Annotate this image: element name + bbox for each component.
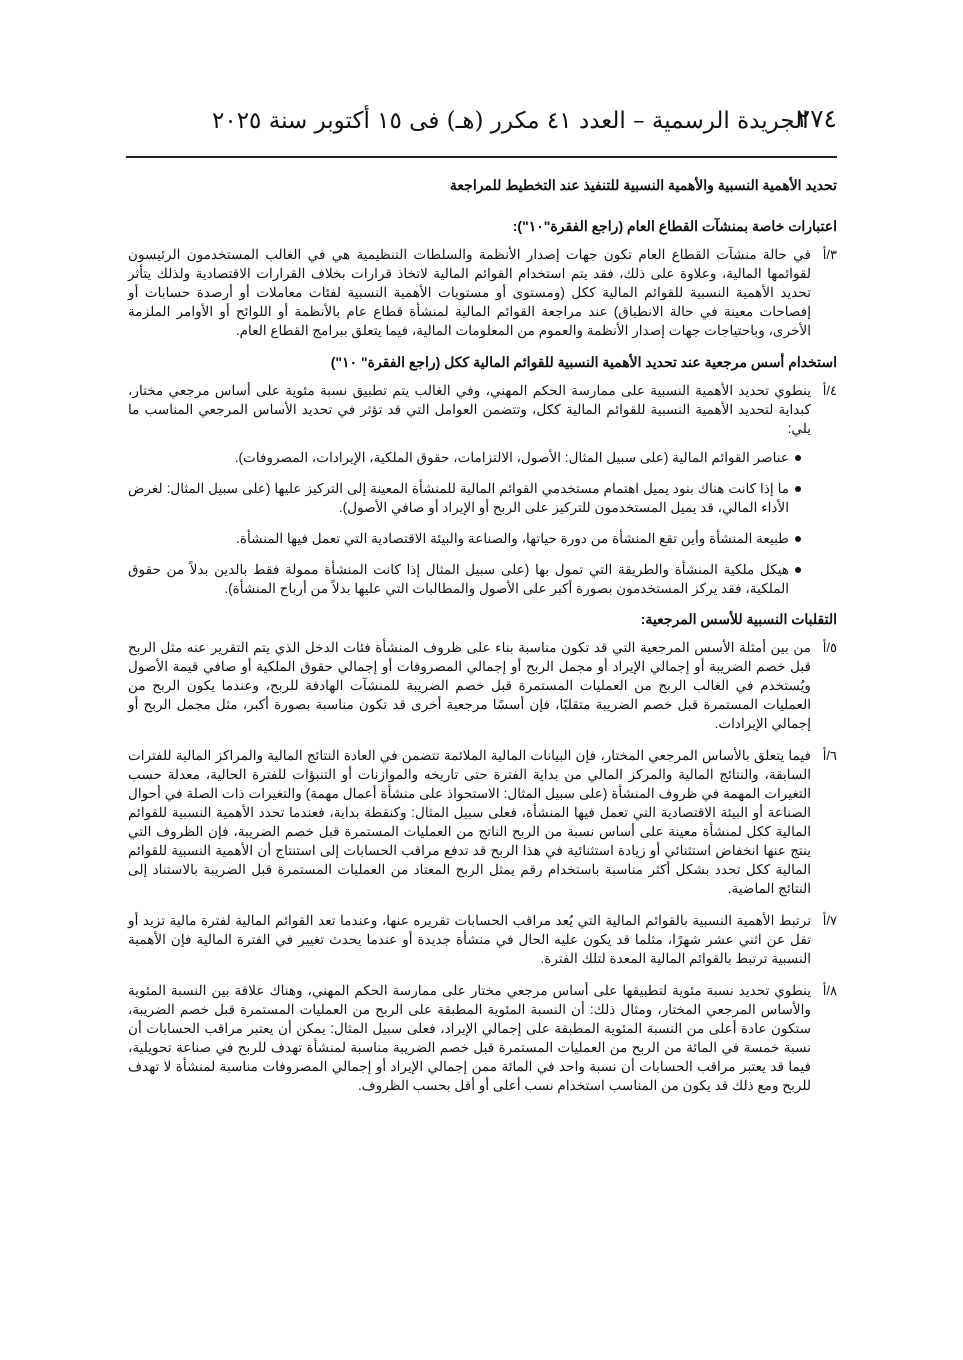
paragraph-text: من بين أمثلة الأسس المرجعية التي قد تكون مناسبة بناء على ظروف المنشأة فئات الدخل الذي يتم التقرير عنه مثل الربح قبل خصم الضريبة أو إجمالي الإيراد أو مجمل الربح أو إجمالي المصروفات أو إجمالي حقوق الملكية أو صافي قيمة الأصول ويُستخدم في الغالب الربح من العمليات المستمرة قبل خصم الضريبة للمنشآت الهادفة للربح، وعندما يكون الربح من العمليات المستمرة قبل خصم الضريبة متقلبًا، فإن أسسًا مرجعية أخرى قد تكون مناسبة بصورة أكبر، مثل مجمل الربح أو إجمالي الإيرادات. — [128, 640, 811, 731]
bullet-icon — [795, 536, 801, 542]
paragraph-text: ينطوي تحديد الأهمية النسبية على ممارسة الحكم المهني، وفي الغالب يتم تطبيق نسبة مئوية على أساس مرجعي مختار، كبداية لتحديد الأهمية النسبية للقوائم المالية ككل، وتتضمن العوامل التي قد تؤثر في تحديد الأساس المرجعي المناسب ما يلي: — [128, 383, 811, 436]
bullet-icon — [795, 455, 801, 461]
paragraph-text: فيما يتعلق بالأساس المرجعي المختار، فإن البيانات المالية الملائمة تتضمن في العادة النتائج المالية والمراكز المالية للفترات السابقة، والنتائج المالية والمركز المالي من بداية الفترة حتى تاريخه والموازنات أو التنبؤات للفترة الحالية، معدلة حسب التغيرات المهمة في ظروف المنشأة (على سبيل المثال: الاستحواذ على منشأة أعمال مهمة) والتغيرات ذات الصلة في أحوال الصناعة أو البيئة الاقتصادية التي تعمل فيها المنشأة، فعلى سبيل المثال: وكنقطة بداية، فعندما تحدد الأهمية النسبية للقوائم المالية ككل لمنشأة معينة على أساس نسبة من الربح الناتج من العمليات المستمرة قبل خصم الضريبة، فإن الظروف التي ينتج عنها انخفاض استثنائي أو زيادة استثنائية في هذا الربح قد تدفع مراقب الحسابات إلى استنتاج أن الأهمية النسبية للقوائم المالية ككل تحدد بشكل أكثر مناسبة باستخدام رقم يمثل الربح المعتاد من العمليات المستمرة قبل الضريبة بالاستناد إلى النتائج الماضية. — [128, 748, 811, 896]
paragraph-number: ٤/أ — [822, 383, 837, 398]
document-body — [128, 176, 837, 1108]
paragraph-number: ٣/أ — [822, 247, 837, 262]
paragraph-a7 — [128, 911, 837, 968]
paragraph-a3 — [128, 245, 837, 340]
header-divider — [126, 156, 837, 158]
paragraph-number: ٧/أ — [822, 913, 837, 928]
section-heading-volatility: التقلبات النسبية للأسس المرجعية: — [640, 611, 837, 627]
list-item-text: عناصر القوائم المالية (على سبيل المثال: الأصول، الالتزامات، حقوق الملكية، الإيرادات، المصروفات). — [234, 450, 789, 465]
bullet-icon — [795, 567, 801, 573]
list-item — [128, 448, 837, 467]
list-item — [128, 529, 837, 548]
paragraph-a8 — [128, 981, 837, 1095]
section-heading-public-sector: اعتبارات خاصة بمنشآت القطاع العام (راجع الفقرة"١٠"): — [512, 218, 837, 234]
main-heading: تحديد الأهمية النسبية والأهمية النسبية للتنفيذ عند التخطيط للمراجعة — [449, 177, 837, 193]
list-item-text: ما إذا كانت هناك بنود يميل اهتمام مستخدمي القوائم المالية للمنشأة المعينة إلى التركيز عليها (على سبيل المثال: لغرض الأداء المالي، قد يميل المستخدمون للتركيز على الربح أو الإيراد أو صافي الأصول). — [128, 481, 789, 515]
paragraph-text: ترتبط الأهمية النسبية بالقوائم المالية التي يُعد مراقب الحسابات تقريره عنها، وعندما تعد القوائم المالية لفترة مالية تزيد أو تقل عن اثني عشر شهرًا، مثلما قد يكون عليه الحال في منشأة جديدة أو عندما يحدث تغيير في الفترة المالية فإن الأهمية النسبية ترتبط بالقوائم المالية المعدة لتلك الفترة. — [128, 913, 811, 966]
section-heading-benchmarks: استخدام أسس مرجعية عند تحديد الأهمية النسبية للقوائم المالية ككل (راجع الفقرة" ١٠") — [330, 354, 837, 370]
paragraph-number: ٦/أ — [822, 748, 837, 763]
page-number: ٢٧٤ — [796, 104, 837, 133]
paragraph-number: ٥/أ — [822, 640, 837, 655]
paragraph-a6 — [128, 746, 837, 898]
paragraph-a4 — [128, 381, 837, 438]
list-item-text: هيكل ملكية المنشأة والطريقة التي تمول بها (على سبيل المثال إذا كانت المنشأة ممولة فقط بالدين بدلاً من حقوق الملكية، فقد يركز المستخدمون بصورة أكبر على الأصول والمطالبات التي عليها بدلاً من أرباح المنشأة). — [128, 562, 789, 596]
paragraph-text: ينطوي تحديد نسبة مئوية لتطبيقها على أساس مرجعي مختار على ممارسة الحكم المهني، وهناك علاقة بين النسبة المئوية والأساس المرجعي المختار، ومثال ذلك: أن النسبة المئوية المطبقة على الربح من العمليات المستمرة قبل خصم الضريبة، ستكون عادة أعلى من النسبة المئوية المطبقة على إجمالي الإيراد، فعلى سبيل المثال: يمكن أن يعتبر مراقب الحسابات أن نسبة خمسة في المائة من الربح من العمليات المستمرة قبل خصم الضريبة مناسبة لمنشأة تهدف للربح في صناعة تحويلية، فيما قد يعتبر مراقب الحسابات أن نسبة واحد في المائة ممن إجمالي الإيراد أو إجمالي المصروفات مناسبة لمنشأة لا تهدف للربح ومع ذلك قد يكون من المناسب استخدام نسب أعلى أو أقل بحسب الظروف. — [128, 983, 811, 1093]
paragraph-text: في حالة منشآت القطاع العام تكون جهات إصدار الأنظمة والسلطات التنظيمية هي في الغالب المستخدمون الرئيسون لقوائمها المالية، وعلاوة على ذلك، فقد يتم استخدام القوائم المالية لاتخاذ قرارات بخلاف القرارات الاقتصادية ولذلك يتأثر تحديد الأهمية النسبية للقوائم المالية ككل (ومستوى أو مستويات الأهمية النسبية لفئات معاملات أو أرصدة حسابات أو إفصاحات معينة في حالة الانطباق) عند مراجعة القوائم المالية لمنشأة قطاع عام بالأنظمة أو اللوائح أو الأوامر الملزمة الأخرى، وباحتياجات جهات إصدار الأنظمة والعموم من المعلومات المالية، فيما يتعلق ببرامج القطاع العام. — [128, 247, 811, 338]
paragraph-a5 — [128, 638, 837, 733]
gazette-title: الجريدة الرسمية – العدد ٤١ مكرر (هـ) فى ١٥ أكتوبر سنة ٢٠٢٥ — [212, 108, 809, 134]
page-header — [126, 104, 837, 148]
paragraph-number: ٨/أ — [822, 983, 837, 998]
bullet-list — [128, 448, 837, 598]
bullet-icon — [795, 486, 801, 492]
list-item-text: طبيعة المنشأة وأين تقع المنشأة من دورة حياتها، والصناعة والبيئة الاقتصادية التي تعمل فيها المنشأة. — [236, 531, 789, 546]
list-item — [128, 560, 837, 598]
list-item — [128, 479, 837, 517]
